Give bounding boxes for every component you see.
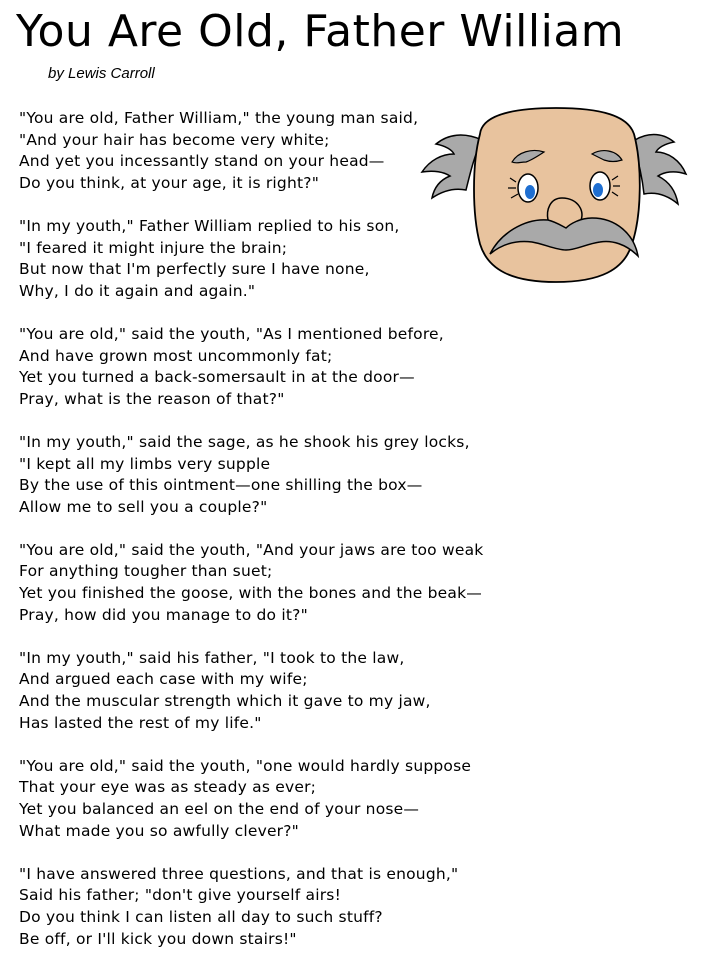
poem-line: Do you think I can listen all day to such stuff? <box>19 907 383 926</box>
left-pupil <box>525 185 535 199</box>
poem-line: "And your hair has become very white; <box>19 130 330 149</box>
poem-line: That your eye was as steady as ever; <box>19 778 317 797</box>
stanza <box>19 432 483 518</box>
poem-line: And argued each case with my wife; <box>19 670 308 689</box>
stanza <box>19 108 483 194</box>
stanza <box>19 216 483 302</box>
poem-line: Said his father; "don't give yourself airs! <box>19 886 341 905</box>
poem-line: Has lasted the rest of my life." <box>19 713 262 732</box>
poem-line: Pray, how did you manage to do it?" <box>19 605 308 624</box>
poem-line: "You are old," said the youth, "As I mentioned before, <box>19 324 444 343</box>
author-byline: by Lewis Carroll <box>48 65 155 82</box>
poem-line: "I kept all my limbs very supple <box>19 454 271 473</box>
stanza <box>19 648 483 734</box>
poem-line: "You are old, Father William," the young man said, <box>19 109 419 127</box>
poem-line: "In my youth," Father William replied to his son, <box>19 216 400 235</box>
poem-line: Pray, what is the reason of that?" <box>19 389 285 408</box>
poem-line: "I have answered three questions, and that is enough," <box>19 864 459 883</box>
poem-line: "You are old," said the youth, "one would hardly suppose <box>19 756 472 775</box>
poem-line: "In my youth," said his father, "I took to the law, <box>19 648 405 667</box>
poem-line: Yet you balanced an eel on the end of your nose— <box>19 800 420 818</box>
poem-line: And the muscular strength which it gave to my jaw, <box>19 692 431 711</box>
poem-line: Allow me to sell you a couple?" <box>19 497 268 516</box>
head <box>474 108 640 282</box>
poem-line: Why, I do it again and again." <box>19 281 256 300</box>
poem-body <box>19 108 483 972</box>
page-title: You Are Old, Father William <box>16 6 625 57</box>
poem-line: "You are old," said the youth, "And your jaws are too weak <box>19 540 484 559</box>
poem-line: And yet you incessantly stand on your head— <box>19 152 385 171</box>
right-pupil <box>593 183 603 197</box>
poem-line: Yet you finished the goose, with the bones and the beak— <box>19 584 482 603</box>
poem-line: Be off, or I'll kick you down stairs!" <box>19 929 297 948</box>
poem-line: What made you so awfully clever?" <box>19 821 300 840</box>
poem-line: "In my youth," said the sage, as he shook his grey locks, <box>19 432 470 451</box>
stanza <box>19 756 483 842</box>
poem-line: And have grown most uncommonly fat; <box>19 346 333 365</box>
poem-line: By the use of this ointment—one shilling the box— <box>19 476 423 495</box>
poem-line: Do you think, at your age, it is right?" <box>19 173 320 192</box>
poem-line: Yet you turned a back-somersault in at the door— <box>19 368 415 387</box>
stanza <box>19 324 483 410</box>
poem-line: For anything tougher than suet; <box>19 562 273 581</box>
stanza <box>19 540 483 626</box>
poem-line: But now that I'm perfectly sure I have none, <box>19 260 370 279</box>
poem-line: "I feared it might injure the brain; <box>19 238 288 257</box>
stanza <box>19 864 483 950</box>
